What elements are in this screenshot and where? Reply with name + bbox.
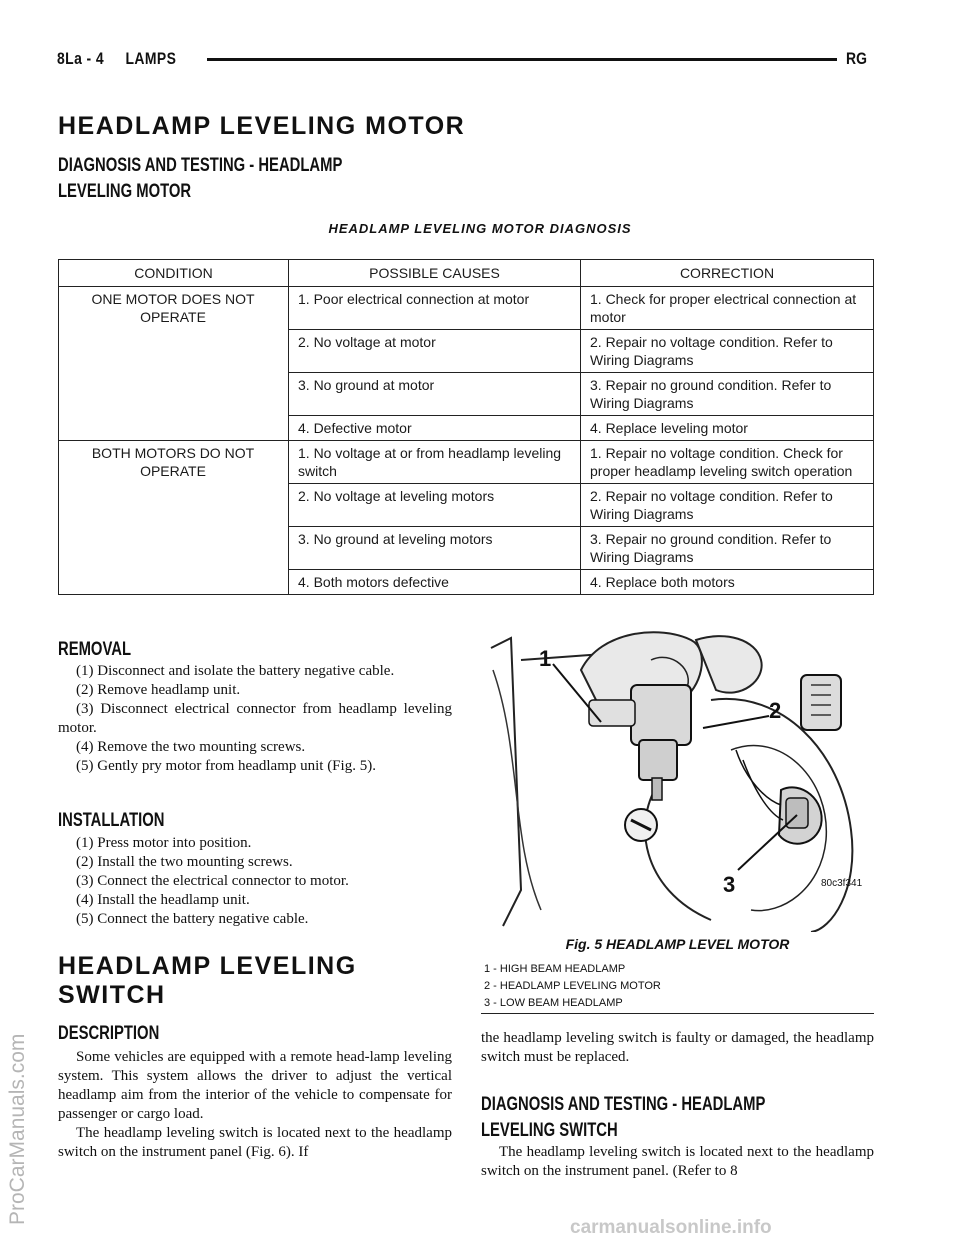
table-header: CONDITION bbox=[59, 260, 289, 287]
diag-motor-title-line2: LEVELING MOTOR bbox=[58, 181, 192, 202]
list-item: (2) Install the two mounting screws. bbox=[76, 854, 293, 870]
paragraph: The headlamp leveling switch is located next to the headlamp switch on the instrument panel (Fig. 6). If bbox=[58, 1125, 452, 1160]
table-row bbox=[59, 287, 874, 330]
list-item: (4) Install the headlamp unit. bbox=[76, 892, 250, 908]
cause-cell: 3. No ground at motor bbox=[289, 373, 581, 416]
side-watermark: ProCarManuals.com bbox=[6, 1033, 29, 1225]
paragraph: Some vehicles are equipped with a remote head-lamp leveling system. This system allows the driver to adjust the vertical headlamp aim from the interior of the vehicle to compensate for passenger or cargo load. bbox=[58, 1049, 452, 1122]
list-item: (5) Gently pry motor from headlamp unit (Fig. 5). bbox=[76, 758, 376, 774]
list-item: (4) Remove the two mounting screws. bbox=[76, 739, 306, 755]
description-text bbox=[58, 1048, 452, 1162]
correction-cell: 3. Repair no ground condition. Refer to Wiring Diagrams bbox=[581, 373, 874, 416]
header-rule bbox=[207, 58, 837, 61]
list-item: (5) Connect the battery negative cable. bbox=[76, 911, 309, 927]
header-code: RG bbox=[846, 49, 867, 68]
motor-title: HEADLAMP LEVELING MOTOR bbox=[58, 112, 466, 140]
legend-item: 1 - HIGH BEAM HEADLAMP bbox=[484, 963, 626, 975]
diag-switch-title bbox=[481, 1092, 765, 1144]
diag-motor-title-line1: DIAGNOSIS AND TESTING - HEADLAMP bbox=[58, 155, 343, 176]
table-header-row bbox=[59, 260, 874, 287]
legend-item: 3 - LOW BEAM HEADLAMP bbox=[484, 997, 623, 1009]
paragraph: the headlamp leveling switch is faulty or damaged, the headlamp switch must be replaced. bbox=[481, 1030, 874, 1065]
correction-cell: 1. Repair no voltage condition. Check for proper headlamp leveling switch operation bbox=[581, 441, 874, 484]
legend-item: 2 - HEADLAMP LEVELING MOTOR bbox=[484, 980, 661, 992]
list-item: (2) Remove headlamp unit. bbox=[76, 682, 241, 698]
cause-cell: 1. Poor electrical connection at motor bbox=[289, 287, 581, 330]
switch-title bbox=[58, 952, 357, 1010]
diag-switch-title-line1: DIAGNOSIS AND TESTING - HEADLAMP bbox=[481, 1094, 766, 1115]
cause-cell: 4. Defective motor bbox=[289, 416, 581, 441]
description-continued bbox=[481, 1029, 874, 1067]
figure-code: 80c3f341 bbox=[821, 878, 863, 889]
table-header: CORRECTION bbox=[581, 260, 874, 287]
header-section-label: 8La - 4 LAMPS bbox=[57, 49, 177, 68]
figure-divider bbox=[481, 1013, 874, 1014]
condition-cell: BOTH MOTORS DO NOT OPERATE bbox=[59, 441, 289, 595]
table-header: POSSIBLE CAUSES bbox=[289, 260, 581, 287]
removal-steps bbox=[58, 662, 452, 776]
list-item: (1) Disconnect and isolate the battery negative cable. bbox=[76, 663, 395, 679]
table-caption: HEADLAMP LEVELING MOTOR DIAGNOSIS bbox=[328, 221, 632, 236]
cause-cell: 3. No ground at leveling motors bbox=[289, 527, 581, 570]
removal-title: REMOVAL bbox=[58, 639, 132, 660]
switch-title-line2: SWITCH bbox=[58, 981, 166, 1009]
diag-motor-title bbox=[58, 153, 342, 205]
diag-switch-text bbox=[481, 1143, 874, 1181]
installation-steps bbox=[58, 834, 452, 929]
cause-cell: 4. Both motors defective bbox=[289, 570, 581, 595]
description-title: DESCRIPTION bbox=[58, 1023, 160, 1044]
list-item: (1) Press motor into position. bbox=[76, 835, 252, 851]
cause-cell: 1. No voltage at or from headlamp leveling switch bbox=[289, 441, 581, 484]
switch-title-line1: HEADLAMP LEVELING bbox=[58, 952, 357, 980]
correction-cell: 2. Repair no voltage condition. Refer to Wiring Diagrams bbox=[581, 484, 874, 527]
installation-title: INSTALLATION bbox=[58, 810, 165, 831]
diag-switch-title-line2: LEVELING SWITCH bbox=[481, 1120, 618, 1141]
paragraph: The headlamp leveling switch is located next to the headlamp switch on the instrument panel. (Refer to 8 bbox=[481, 1144, 874, 1179]
cause-cell: 2. No voltage at leveling motors bbox=[289, 484, 581, 527]
correction-cell: 2. Repair no voltage condition. Refer to Wiring Diagrams bbox=[581, 330, 874, 373]
callout-label: 2 bbox=[769, 698, 782, 723]
correction-cell: 1. Check for proper electrical connection at motor bbox=[581, 287, 874, 330]
list-item: (3) Connect the electrical connector to motor. bbox=[76, 873, 349, 889]
callout-label: 3 bbox=[723, 872, 736, 897]
correction-cell: 4. Replace leveling motor bbox=[581, 416, 874, 441]
correction-cell: 4. Replace both motors bbox=[581, 570, 874, 595]
callout-label: 1 bbox=[539, 646, 552, 671]
diagnosis-table bbox=[58, 259, 874, 595]
condition-cell: ONE MOTOR DOES NOT OPERATE bbox=[59, 287, 289, 441]
cause-cell: 2. No voltage at motor bbox=[289, 330, 581, 373]
headlamp-motor-illustration bbox=[481, 630, 874, 932]
list-item: (3) Disconnect electrical connector from headlamp leveling motor. bbox=[58, 701, 452, 736]
figure-caption: Fig. 5 HEADLAMP LEVEL MOTOR bbox=[565, 936, 790, 952]
footer-watermark: carmanualsonline.info bbox=[570, 1217, 772, 1238]
correction-cell: 3. Repair no ground condition. Refer to Wiring Diagrams bbox=[581, 527, 874, 570]
table-row bbox=[59, 441, 874, 484]
